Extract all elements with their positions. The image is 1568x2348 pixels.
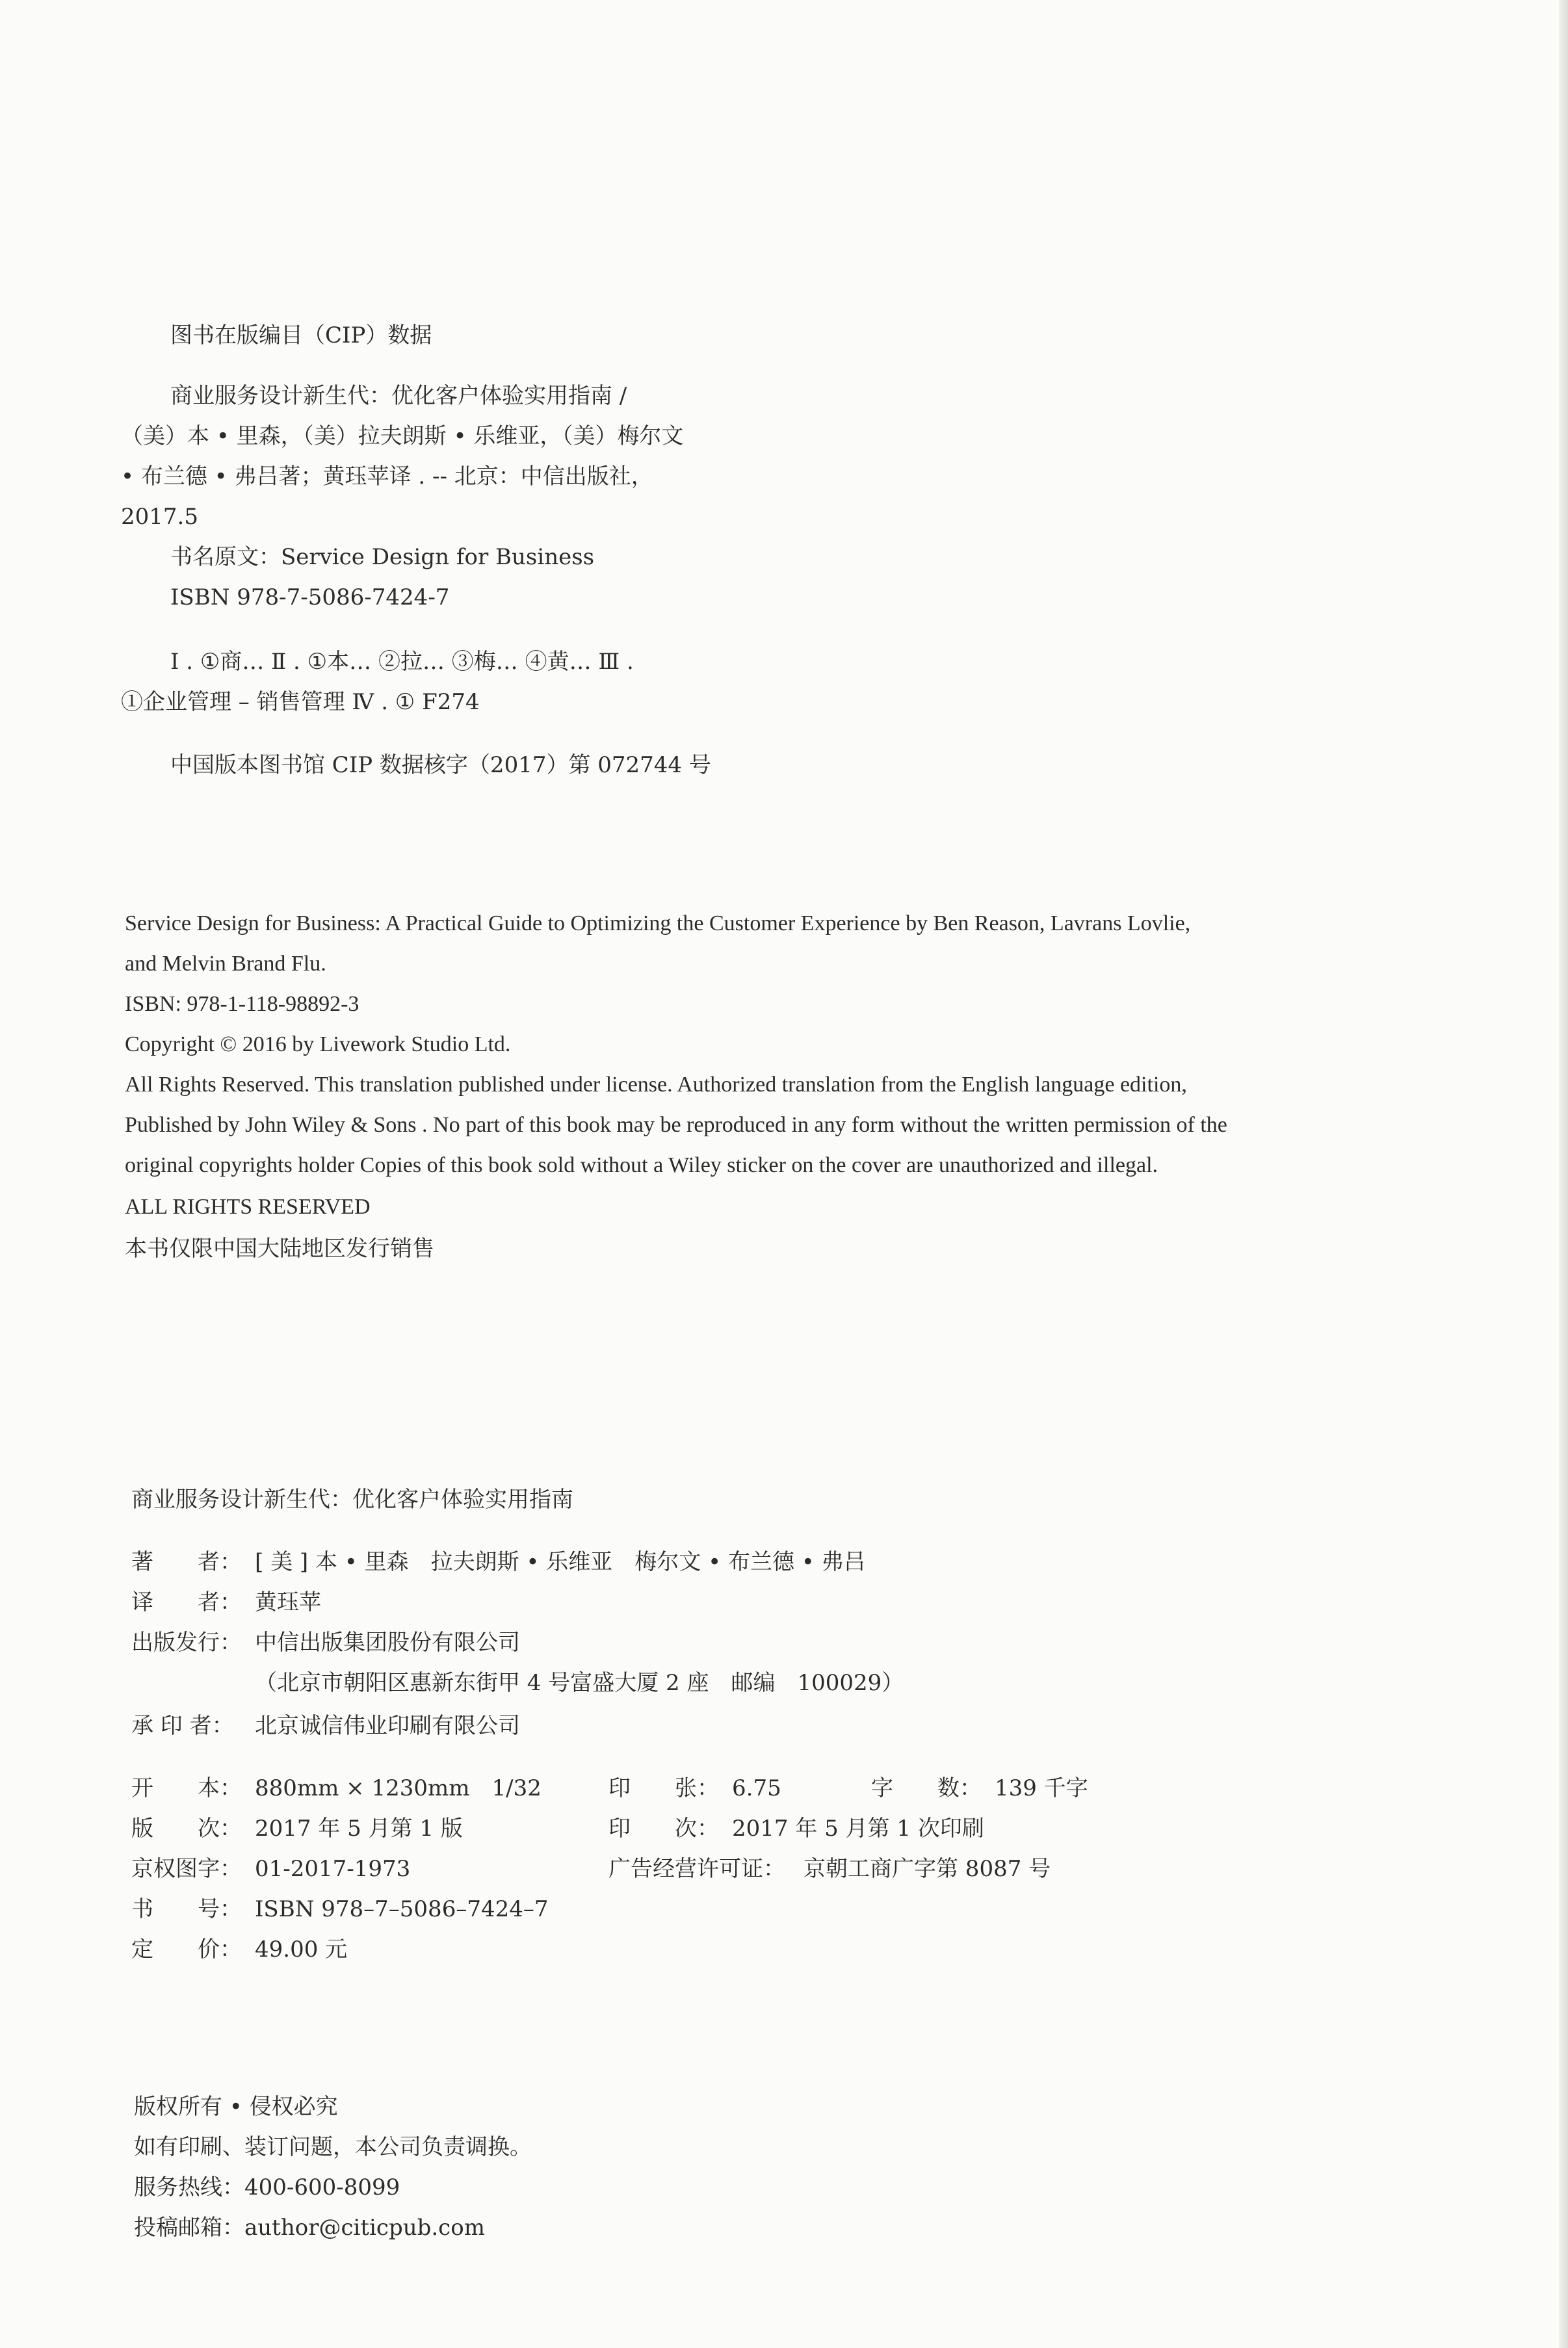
original-copyright: Copyright © 2016 by Livework Studio Ltd. <box>125 1032 511 1056</box>
authors-label: 著 者： <box>131 1549 242 1575</box>
translator-value: 黄珏苹 <box>255 1589 321 1615</box>
printer-label: 承 印 者： <box>131 1713 234 1739</box>
distribution-note: 本书仅限中国大陆地区发行销售 <box>125 1236 434 1262</box>
page-edge-shadow <box>1559 0 1568 2348</box>
translator-label: 译 者： <box>131 1589 242 1615</box>
cip-classification-1: Ⅰ . ①商… Ⅱ . ①本… ②拉… ③梅… ④黄… Ⅲ . <box>170 649 634 675</box>
edition-value: 2017 年 5 月第 1 版 <box>255 1816 463 1842</box>
all-rights-reserved: ALL RIGHTS RESERVED <box>125 1195 371 1219</box>
printing-value: 2017 年 5 月第 1 次印刷 <box>732 1816 984 1842</box>
rights-line-3: original copyrights holder Copies of this book sold without a Wiley sticker on the cover are unauthorized and illegal. <box>125 1153 1158 1177</box>
spec-ad-license <box>608 1849 1051 1889</box>
cip-line-4: 2017.5 <box>121 504 198 530</box>
imprint-authors-row <box>131 1542 866 1582</box>
printer-value: 北京诚信伟业印刷有限公司 <box>255 1713 520 1739</box>
copyright-reg-value: 01-2017-1973 <box>255 1856 411 1882</box>
imprint-title: 商业服务设计新生代：优化客户体验实用指南 <box>131 1487 573 1513</box>
format-value: 880mm × 1230mm 1/32 <box>255 1775 542 1801</box>
cip-classification-2: ①企业管理 – 销售管理 Ⅳ . ① F274 <box>121 689 480 715</box>
book-number-label: 书 号： <box>131 1896 242 1922</box>
original-authors-line: and Melvin Brand Flu. <box>125 952 326 976</box>
book-number-value: ISBN 978–7–5086–7424–7 <box>255 1896 549 1922</box>
submission-email: 投稿邮箱：author@citicpub.com <box>134 2215 485 2241</box>
spec-format <box>131 1768 542 1808</box>
original-isbn: ISBN: 978-1-118-98892-3 <box>125 992 359 1016</box>
format-label: 开 本： <box>131 1775 242 1801</box>
sheets-label: 印 张： <box>608 1775 719 1801</box>
authors-value: [ 美 ] 本 • 里森 拉夫朗斯 • 乐维亚 梅尔文 • 布兰德 • 弗吕 <box>255 1549 866 1575</box>
publisher-address: （北京市朝阳区惠新东街甲 4 号富盛大厦 2 座 邮编 100029） <box>255 1670 904 1696</box>
spec-printing <box>608 1808 984 1849</box>
cip-original-title: 书名原文：Service Design for Business <box>170 544 595 570</box>
imprint-publisher-row <box>131 1623 520 1663</box>
cip-library-record: 中国版本图书馆 CIP 数据核字（2017）第 072744 号 <box>170 752 711 778</box>
exchange-notice: 如有印刷、装订问题，本公司负责调换。 <box>134 2134 532 2160</box>
spec-book-number <box>131 1889 548 1929</box>
sheets-value: 6.75 <box>732 1775 781 1801</box>
publisher-label: 出版发行： <box>131 1630 242 1656</box>
imprint-translator-row <box>131 1582 321 1623</box>
spec-copyright-reg <box>131 1849 410 1889</box>
cip-line-2: （美）本 • 里森，（美）拉夫朗斯 • 乐维亚，（美）梅尔文 <box>121 423 684 449</box>
rights-line-1: All Rights Reserved. This translation published under license. Authorized translation from the English language edition, <box>125 1073 1187 1097</box>
ad-license-label: 广告经营许可证： <box>608 1856 785 1882</box>
service-hotline: 服务热线：400-600-8099 <box>134 2174 400 2200</box>
spec-sheets <box>608 1768 781 1808</box>
cip-isbn: ISBN 978-7-5086-7424-7 <box>170 584 450 610</box>
imprint-printer-row <box>131 1706 520 1746</box>
words-value: 139 千字 <box>995 1775 1088 1801</box>
price-value: 49.00 元 <box>255 1937 348 1963</box>
ad-license-value: 京朝工商广字第 8087 号 <box>804 1856 1051 1882</box>
publisher-value: 中信出版集团股份有限公司 <box>255 1630 520 1656</box>
original-title-line: Service Design for Business: A Practical Guide to Optimizing the Customer Experience by Ben Reason, Lavrans Lovlie, <box>125 911 1191 935</box>
spec-words <box>871 1768 1088 1808</box>
rights-notice: 版权所有 • 侵权必究 <box>134 2094 338 2120</box>
cip-line-3: • 布兰德 • 弗吕著；黄珏苹译 . -- 北京：中信出版社， <box>121 463 653 489</box>
cip-line-1: 商业服务设计新生代：优化客户体验实用指南 / <box>170 383 627 409</box>
price-label: 定 价： <box>131 1937 242 1963</box>
spec-edition <box>131 1808 463 1849</box>
edition-label: 版 次： <box>131 1816 242 1842</box>
cip-header: 图书在版编目（CIP）数据 <box>170 322 432 348</box>
words-label: 字 数： <box>871 1775 982 1801</box>
rights-line-2: Published by John Wiley & Sons . No part of this book may be reproduced in any form without the written permission of the <box>125 1113 1227 1137</box>
spec-price <box>131 1929 347 1970</box>
printing-label: 印 次： <box>608 1816 719 1842</box>
copyright-reg-label: 京权图字： <box>131 1856 242 1882</box>
